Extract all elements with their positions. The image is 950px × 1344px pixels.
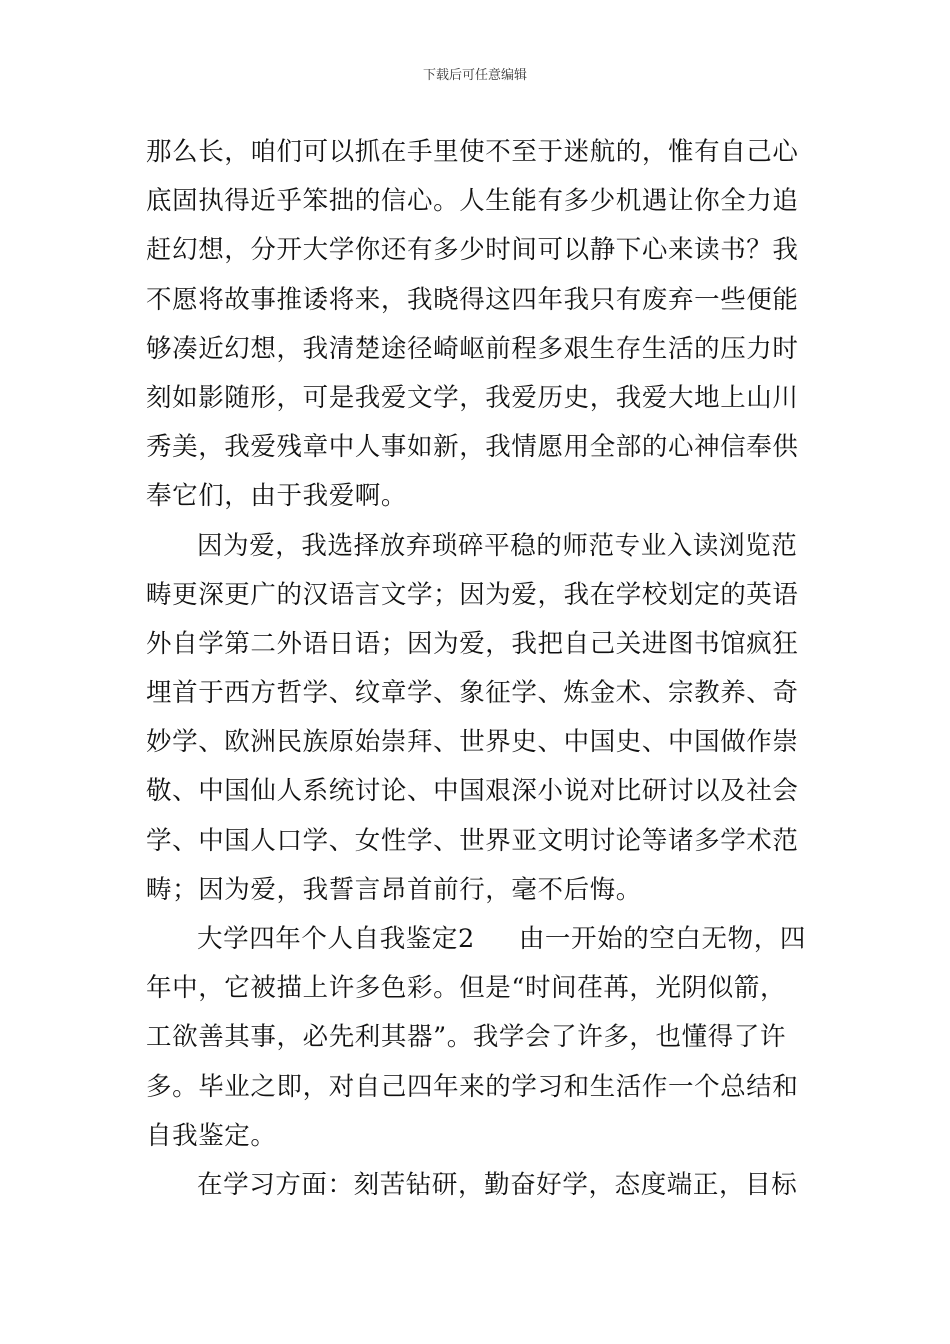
text-line: 刻如影随形，可是我爱文学，我爱历史，我爱大地上山川: [146, 382, 799, 413]
text-line: 够凑近幻想，我清楚途径崎岖前程多艰生存生活的压力时: [146, 333, 799, 364]
text-line: 外自学第二外语日语；因为爱，我把自己关进图书馆疯狂: [146, 628, 799, 659]
text-line: 年中，它被描上许多色彩。但是“时间荏苒，光阴似箭，: [146, 973, 787, 1004]
text-line: 畴；因为爱，我誓言昂首前行，毫不后悔。: [146, 874, 642, 905]
text-line: 畴更深更广的汉语言文学；因为爱，我在学校划定的英语: [146, 579, 799, 610]
text-line: 因为爱，我选择放弃琐碎平稳的师范专业入读浏览范: [197, 530, 798, 561]
text-line-with-heading: [146, 915, 808, 964]
text-line: 妙学、欧洲民族原始崇拜、世界史、中国史、中国做作崇: [146, 727, 799, 758]
text-line: 由一开始的空白无物，四: [518, 924, 806, 954]
text-line: 在学习方面：刻苦钻研，勤奋好学，态度端正，目标: [197, 1169, 798, 1200]
text-line: 那么长，咱们可以抓在手里使不至于迷航的，惟有自己心: [146, 137, 799, 167]
text-line: 敬、中国仙人系统讨论、中国艰深小说对比研讨以及社会: [146, 776, 799, 807]
text-line: 自我鉴定。: [146, 1120, 277, 1151]
text-line: 赶幻想，分开大学你还有多少时间可以静下心来读书？我: [146, 235, 799, 266]
text-line: 埋首于西方哲学、纹章学、象征学、炼金术、宗教养、奇: [146, 678, 799, 709]
document-body: [146, 128, 808, 1210]
section-heading: 大学四年个人自我鉴定2: [197, 924, 475, 954]
text-line: 秀美，我爱残章中人事如新，我情愿用全部的心神信奉供: [146, 432, 799, 463]
page-header: 下载后可任意编辑: [422, 68, 527, 83]
text-line: 学、中国人口学、女性学、世界亚文明讨论等诸多学术范: [146, 825, 799, 856]
text-line: 不愿将故事推诿将来，我晓得这四年我只有废弃一些便能: [146, 284, 799, 315]
text-line: 工欲善其事，必先利其器”。我学会了许多，也懂得了许: [146, 1022, 787, 1053]
text-line: 奉它们，由于我爱啊。: [146, 481, 408, 512]
text-line: 多。毕业之即，对自己四年来的学习和生活作一个总结和: [146, 1071, 799, 1102]
text-line: 底固执得近乎笨拙的信心。人生能有多少机遇让你全力追: [146, 186, 799, 217]
